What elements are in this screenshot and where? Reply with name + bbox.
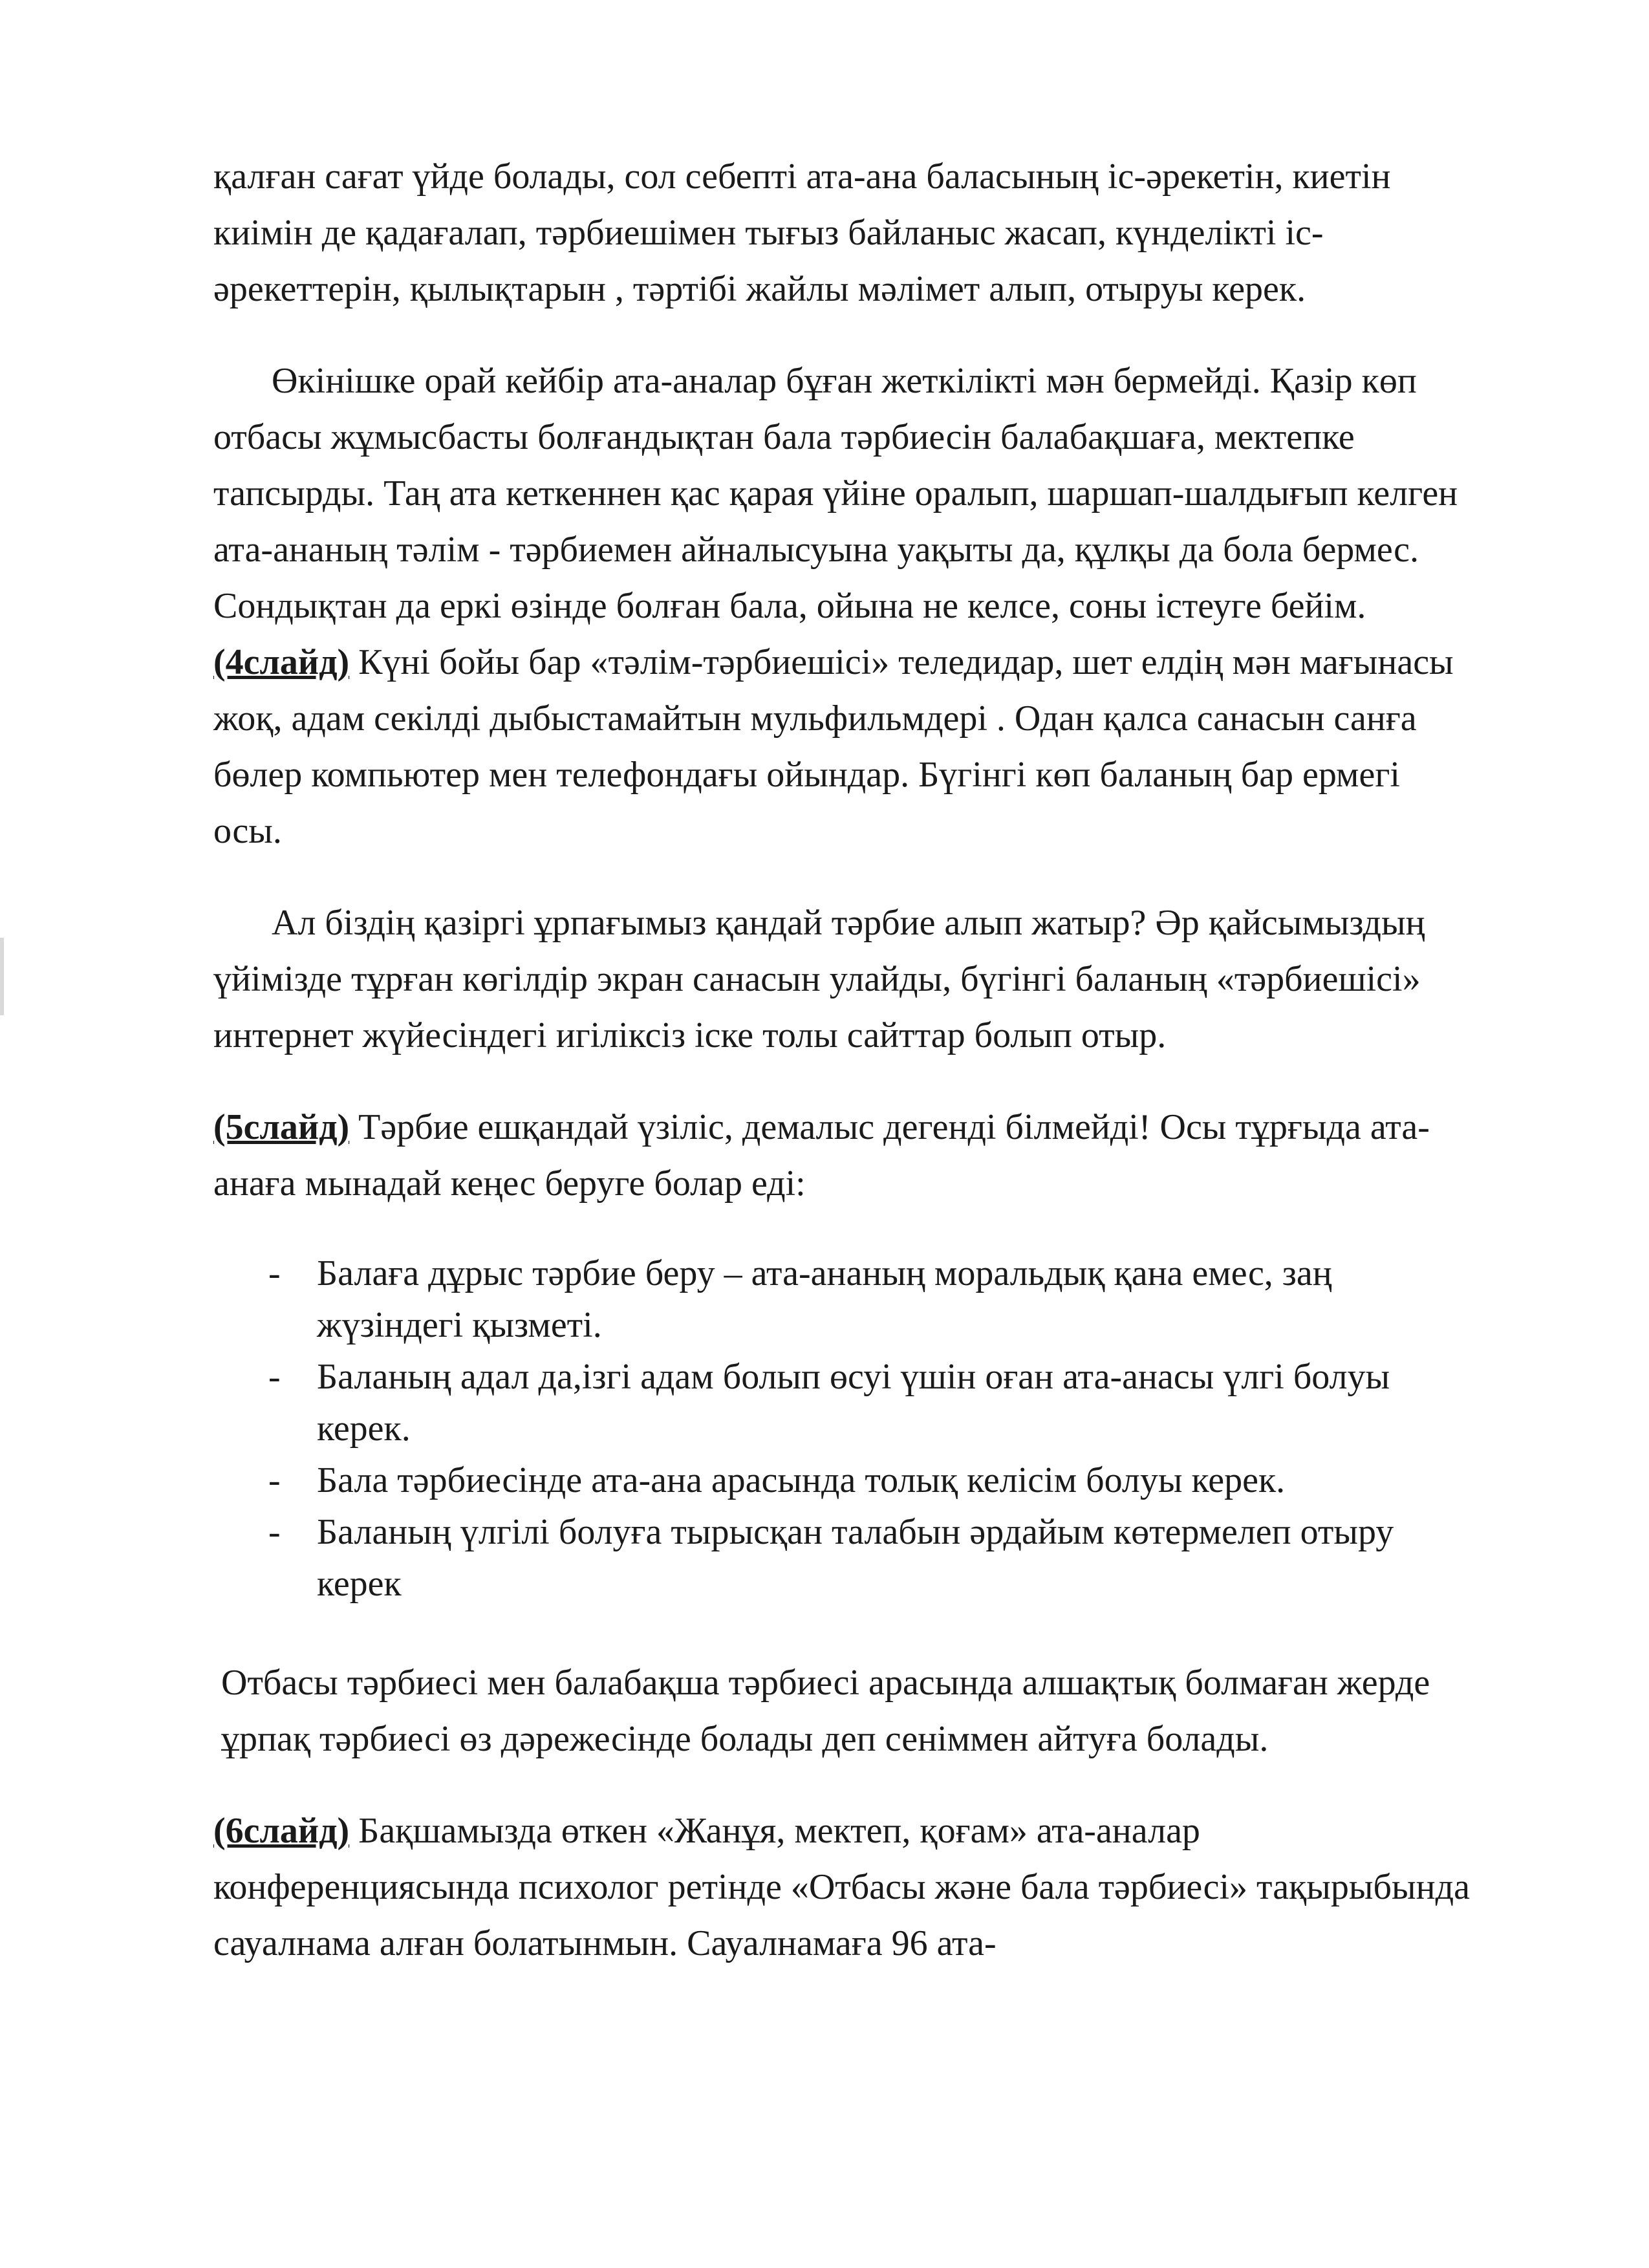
list-item-text: Баланың адал да,ізгі адам болып өсуі үшін оған ата-анасы үлгі болуы керек. xyxy=(317,1357,1390,1449)
slide-4-marker: (4слайд) xyxy=(213,642,350,682)
paragraph-advice-intro xyxy=(213,1099,1474,1212)
list-item xyxy=(268,1247,1474,1351)
paragraph-current-generation: Ал біздің қазіргі ұрпағымыз қандай тәрбие алып жатыр? Әр қайсымыздың үйімізде тұрған көгілдір экран санасын улайды, бүгінгі баланың «тәрбиешісі» интернет жүйесіндегі игіліксіз іске толы сайттар болып отыр. xyxy=(213,903,1425,1055)
paragraph-text-after: Бақшамызда өткен «Жанұя, мектеп, қоғам» ата-аналар конференциясында психолог ретінде «Отбасы және бала тәрбиесі» тақырыбында сауалнама алған болатынмын. Сауалнамаға 96 ата- xyxy=(213,1811,1470,1963)
slide-6-marker: (6слайд) xyxy=(213,1811,350,1851)
paragraph-parents-concern xyxy=(213,353,1474,859)
paragraph-text-after: Күні бойы бар «тәлім-тәрбиешісі» теледидар, шет елдің мән мағынасы жоқ, адам секілді дыбыстамайтын мульфильмдері . Одан қалса санасын санға бөлер компьютер мен телефондағы ойындар. Бүгінгі көп баланың бар ермегі осы. xyxy=(213,642,1454,851)
advice-list xyxy=(213,1247,1474,1610)
document-page xyxy=(213,149,1474,1972)
list-dash: - xyxy=(268,1357,281,1397)
paragraph-text-before: Өкінішке орай кейбір ата-аналар бұған жеткілікті мән бермейді. Қазір көп отбасы жұмысбасты болғандықтан бала тәрбиесін балабақшаға, мектепке тапсырды. Таң ата кеткеннен қас қарая үйіне оралып, шаршап-шалдығып келген ата-ананың тәлім - тәрбиемен айналысуына уақыты да, құлқы да бола бермес. Сондықтан да еркі өзінде болған бала, ойына не келсе, соны істеуге бейім. xyxy=(213,361,1458,626)
list-dash: - xyxy=(268,1253,281,1293)
list-dash: - xyxy=(268,1512,281,1552)
paragraph-text-after: Тәрбие ешқандай үзіліс, демалыс дегенді білмейді! Осы тұрғыда ата-анаға мынадай кеңес беруге болар еді: xyxy=(213,1107,1430,1204)
list-item-text: Балаға дұрыс тәрбие беру – ата-ананың моральдық қана емес, заң жүзіндегі қызметі. xyxy=(317,1253,1332,1345)
paragraph-survey xyxy=(213,1803,1474,1972)
slide-5-marker: (5слайд) xyxy=(213,1107,350,1147)
list-item-text: Баланың үлгілі болуға тырысқан талабын әрдайым көтермелеп отыру керек xyxy=(317,1512,1394,1604)
list-dash: - xyxy=(268,1460,281,1500)
list-item-text: Бала тәрбиесінде ата-ана арасында толық келісім болуы керек. xyxy=(317,1460,1286,1500)
list-item xyxy=(268,1454,1474,1506)
list-item xyxy=(268,1506,1474,1610)
scan-edge-mark xyxy=(0,938,4,1015)
paragraph-closing: Отбасы тәрбиесі мен балабақша тәрбиесі арасында алшақтық болмаған жерде ұрпақ тәрбиесі өз дәрежесінде болады деп сеніммен айтуға болады. xyxy=(221,1663,1430,1759)
paragraph-continuation: қалған сағат үйде болады, сол себепті ата-ана баласының іс-әрекетін, киетін киімін де қадағалап, тәрбиешімен тығыз байланыс жасап, күнделікті іс-әрекеттерін, қылықтарын , тәртібі жайлы мәлімет алып, отыруы керек. xyxy=(213,157,1391,309)
list-item xyxy=(268,1351,1474,1454)
